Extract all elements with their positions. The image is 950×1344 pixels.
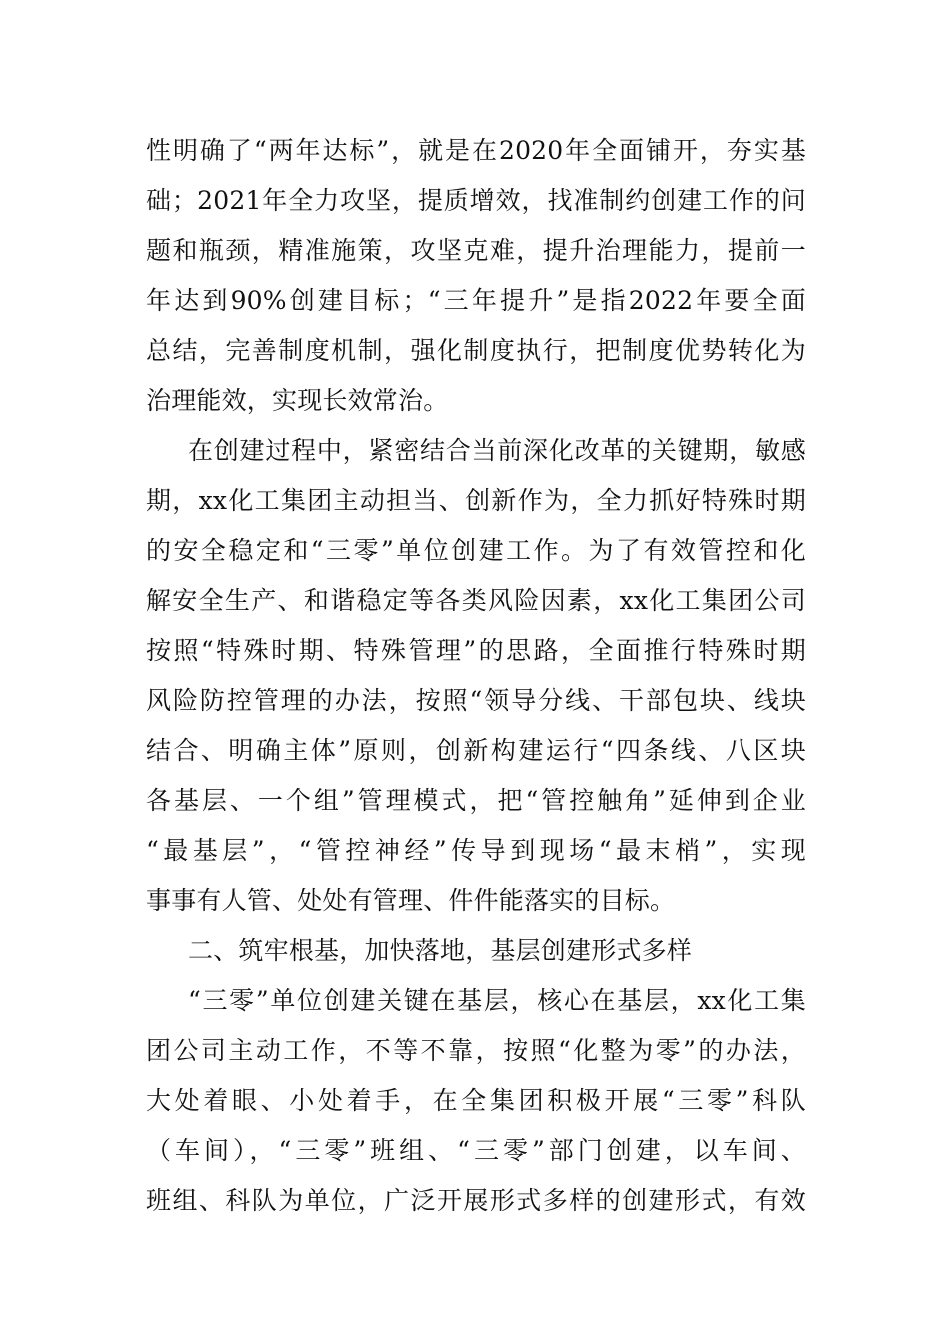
- text-line: 总结，完善制度机制，强化制度执行，把制度优势转化为: [146, 336, 806, 365]
- text-line: （车间），“三零”班组、“三零”部门创建，以车间、: [146, 1136, 806, 1165]
- document-body: [146, 126, 806, 1226]
- text-line: 题和瓶颈，精准施策，攻坚克难，提升治理能力，提前一: [146, 236, 806, 265]
- text-line: 班组、科队为单位，广泛开展形式多样的创建形式，有效: [146, 1186, 806, 1215]
- text-line: “最基层”，“管控神经”传导到现场“最末梢”，实现: [146, 836, 806, 865]
- text-line: 事事有人管、处处有管理、件件能落实的目标。: [146, 886, 676, 915]
- text-line: 的安全稳定和“三零”单位创建工作。为了有效管控和化: [146, 536, 806, 565]
- text-line: 解安全生产、和谐稳定等各类风险因素，xx化工集团公司: [146, 586, 806, 615]
- text-line: 大处着眼、小处着手，在全集团积极开展“三零”科队: [146, 1086, 806, 1115]
- text-line: 按照“特殊时期、特殊管理”的思路，全面推行特殊时期: [146, 636, 806, 665]
- text-line: 风险防控管理的办法，按照“领导分线、干部包块、线块: [146, 686, 806, 715]
- paragraph-first-line: “三零”单位创建关键在基层，核心在基层，xx化工集: [188, 986, 806, 1015]
- text-line: 年达到90%创建目标；“三年提升”是指2022年要全面: [146, 286, 806, 315]
- text-line: 团公司主动工作，不等不靠，按照“化整为零”的办法，: [146, 1036, 806, 1065]
- text-line: 性明确了“两年达标”，就是在2020年全面铺开，夯实基: [146, 136, 806, 165]
- section-heading: 二、筑牢根基，加快落地，基层创建形式多样: [188, 936, 693, 965]
- text-line: 础；2021年全力攻坚，提质增效，找准制约创建工作的问: [146, 186, 806, 215]
- text-line: 结合、明确主体”原则，创新构建运行“四条线、八区块: [146, 736, 806, 765]
- text-line: 治理能效，实现长效常治。: [146, 386, 449, 415]
- text-line: 期，xx化工集团主动担当、创新作为，全力抓好特殊时期: [146, 486, 806, 515]
- text-line: 各基层、一个组”管理模式，把“管控触角”延伸到企业: [146, 786, 806, 815]
- paragraph-first-line: 在创建过程中，紧密结合当前深化改革的关键期，敏感: [188, 436, 806, 465]
